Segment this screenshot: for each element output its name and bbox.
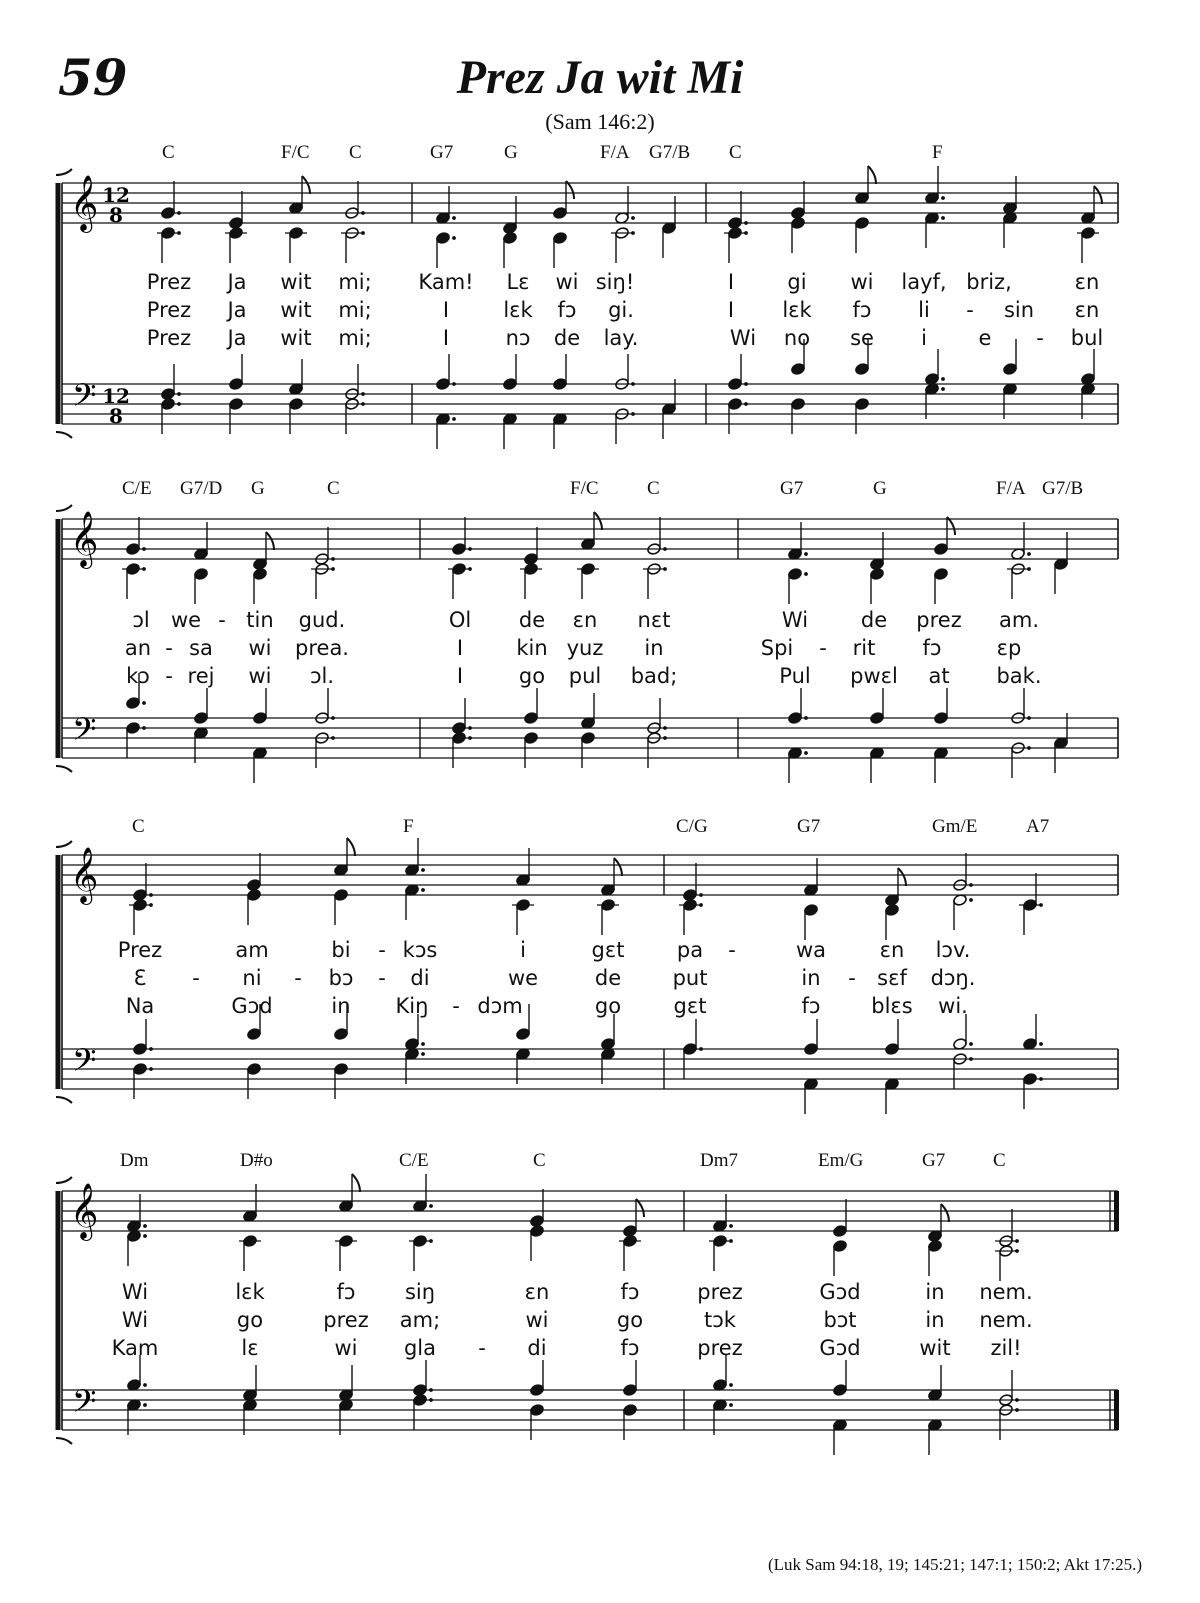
lyric-verse-3: in [331,994,351,1018]
lyric-verse-2: ɛp [996,636,1022,660]
bass-chord [855,339,870,434]
lyric-verse-2: dɔŋ. [930,966,976,990]
lyric-verse-1: siŋ! [595,270,635,294]
lyric-verse-1: wi [850,270,874,294]
lyric-verse-2: Ɛ [133,966,147,990]
notehead [855,363,870,376]
chord-symbol: A7 [1026,816,1050,837]
notehead [885,904,900,917]
notehead [928,1240,943,1253]
bass-chord [870,688,885,783]
footer-references: (Luk Sam 94:18, 19; 145:21; 147:1; 150:2; Akt 17:25.) [768,1555,1142,1574]
lyric-verse-1: ɛn [524,1280,550,1304]
chord-symbol: C/E [399,1150,429,1171]
lyric-verse-1: prez [916,608,962,632]
lyric-verse-2: go [616,1308,644,1332]
chord-symbol: G [251,478,265,499]
bass-chord [553,354,568,449]
lyric-verse-3: di [527,1336,547,1360]
lyric-verse-3: lay. [603,326,639,350]
lyric-verse-1: I [727,270,735,294]
lyric-verse-3: Ja [227,326,247,350]
lyric-verse-3: - [1036,326,1044,350]
lyric-verse-1: Prez [146,270,192,294]
treble-chord [436,186,456,268]
notehead [436,232,456,245]
lyric-verse-3: blɛs [871,994,913,1018]
bass-chord [713,1355,733,1435]
bass-chord [1011,688,1031,778]
lyric-verse-2: - [294,966,302,990]
lyric-verse-1: - [378,938,386,962]
lyric-verse-1: am. [998,608,1040,632]
lyric-verse-3: prez [697,1336,743,1360]
treble-chord [225,191,247,263]
chord-symbol: F/C [281,142,310,163]
treble-chord [503,196,518,268]
notehead [334,1028,349,1041]
lyric-verse-2: an [124,636,152,660]
lyric-verse-3: de [553,326,581,350]
notehead [1003,363,1018,376]
lyric-verse-3: lɛ [241,1336,259,1360]
lyric-verse-2: prez [323,1308,369,1332]
lyric-verse-2: - [378,966,386,990]
treble-chord [409,1174,433,1271]
bass-chord [662,379,677,439]
lyric-verse-2: gi. [608,298,634,322]
lyric-verse-2: Wi [121,1308,149,1332]
treble-chord [335,1174,360,1271]
treble-chord [934,517,955,604]
bass-chord [934,688,949,783]
lyric-verse-2: - [848,966,856,990]
lyric-verse-2: Spi [760,636,794,660]
lyric-verse-3: Na [125,994,155,1018]
treble-chord [553,181,574,268]
treble-chord [885,868,906,940]
lyric-verse-2: sɛf [877,966,907,990]
treble-chord [520,527,542,599]
lyric-verse-3: Pul [779,664,811,688]
bass-chord [885,1019,900,1114]
treble-chord [724,191,748,263]
bass-chord [334,1004,349,1099]
system-1 [56,166,1102,449]
bass-chord [788,688,808,783]
chord-symbol: C [132,816,145,837]
treble-chord [239,1184,261,1271]
lyric-verse-3: Kam [111,1336,159,1360]
bass-chord [791,339,806,434]
bass-clef-icon: 𝄢 [72,711,97,755]
lyric-verse-3: Gɔd [819,1336,861,1360]
bass-chord [253,688,268,783]
lyric-verse-2: nem. [979,1308,1033,1332]
hymn-number: 59 [58,48,128,107]
bass-chord [503,354,518,449]
bass-chord [289,359,304,434]
chord-symbol: Gm/E [932,816,978,837]
notehead [126,697,146,710]
lyric-verse-2: yuz [566,636,604,660]
lyric-verse-2: sa [189,636,213,660]
bass-chord [127,1355,147,1435]
treble-clef-icon: 𝄞 [70,511,99,567]
treble-chord [709,1194,733,1271]
treble-clef-icon: 𝄞 [70,1183,99,1239]
lyric-verse-2: lɛk [782,298,812,322]
treble-chord [512,848,534,935]
bass-clef-icon: 𝄢 [72,377,97,421]
lyric-verse-1: briz, [966,270,1012,294]
bass-chord [1054,713,1069,773]
treble-chord [662,196,677,258]
treble-chord [788,522,808,604]
lyric-verse-2: mi; [338,298,372,322]
lyric-verse-1: Wi [781,608,809,632]
chord-symbol: F [932,142,943,163]
chord-symbol: F/A [996,478,1026,499]
treble-chord [253,532,274,604]
lyric-verse-1: fɔ [336,1280,356,1304]
lyric-verse-3: Kiŋ [395,994,429,1018]
chord-symbol: C [349,142,362,163]
notehead [791,363,806,376]
notehead [553,232,568,245]
lyric-verse-3: wi [248,664,272,688]
lyric-verse-3: fɔ [620,1336,640,1360]
lyric-verse-1: mi; [338,270,372,294]
lyric-verse-1: siŋ [404,1280,436,1304]
lyric-verse-3: fɔ [801,994,821,1018]
treble-chord [1007,522,1031,599]
lyric-verse-3: gɛt [673,994,707,1018]
chord-symbol: F [403,816,414,837]
lyric-verse-2: fɔ [852,298,872,322]
notehead [194,568,209,581]
lyric-verse-2: fɔ [922,636,942,660]
lyric-verse-1: wit [280,270,312,294]
lyric-verse-3: at [928,664,950,688]
bass-chord [1003,339,1018,419]
lyric-verse-1: - [218,608,226,632]
treble-chord [311,527,335,599]
treble-clef-icon: 𝄞 [70,175,99,231]
lyric-verse-3: - [452,994,460,1018]
chord-symbol: G7/D [180,478,223,499]
lyric-verse-2: wi [248,636,272,660]
chord-symbol: D#o [240,1150,273,1171]
lyric-verse-3: wit [280,326,312,350]
lyric-verse-3: Gɔd [231,994,273,1018]
lyric-verse-2: - [192,966,200,990]
lyric-verse-1: prez [697,1280,743,1304]
treble-chord [1019,873,1043,935]
treble-chord [804,858,819,940]
chord-symbol: Dm [120,1150,149,1171]
treble-staff [62,183,1118,223]
lyric-verse-2: Prez [146,298,192,322]
treble-chord [1054,532,1069,594]
bass-chord [581,693,596,768]
treble-chord [925,166,945,248]
lyric-verse-1: Ol [448,608,472,632]
notehead [516,1028,531,1041]
lyric-verse-3: pul [568,664,602,688]
scripture-reference: (Sam 146:2) [545,109,655,134]
chord-symbol: C [533,1150,546,1171]
lyric-verse-2: de [594,966,622,990]
lyric-verse-1: Wi [121,1280,149,1304]
chord-symbol: Dm7 [700,1150,738,1171]
lyric-verse-3: wit [919,1336,951,1360]
lyric-verse-2: - [819,636,827,660]
lyric-verse-2: ni [242,966,262,990]
bass-chord [1023,1014,1043,1109]
notehead [833,1240,848,1253]
chord-symbol: F/A [600,142,630,163]
notehead [934,568,949,581]
bass-clef-icon: 𝄢 [72,1383,97,1427]
system-4 [56,1174,1119,1455]
lyric-verse-1: in [925,1280,945,1304]
bass-chord [247,1004,262,1099]
lyric-verse-2: in [644,636,664,660]
lyric-verse-3: se [850,326,874,350]
lyric-verse-1: Lɛ [506,270,530,294]
lyric-verse-1: kɔs [402,938,438,962]
treble-chord [619,1199,644,1271]
lyric-verse-2: di [410,966,430,990]
lyric-verse-3: e [978,326,992,350]
lyric-verse-1: layf, [901,270,947,294]
treble-chord [530,1189,545,1261]
chord-symbol: G [504,142,518,163]
lyric-verse-3: I [442,326,450,350]
lyric-verse-2: - [165,636,173,660]
time-signature-numerator: 12 [102,183,130,207]
lyric-verse-1: we [170,608,202,632]
notehead [247,1028,262,1041]
lyric-verse-1: wa [795,938,827,962]
treble-chord [405,838,425,920]
treble-clef-icon: 𝄞 [70,847,99,903]
lyric-verse-3: ɔl. [309,664,335,688]
lyric-verse-1: Ja [227,270,247,294]
lyric-verse-2: lɛk [503,298,533,322]
treble-chord [1003,176,1018,248]
lyric-verse-3: wi [334,1336,358,1360]
bass-staff [62,384,1118,424]
lyric-verse-2: li [918,298,930,322]
notehead [804,904,819,917]
lyric-verse-2: ɛn [1074,298,1100,322]
chord-symbol: C [162,142,175,163]
bass-clef-icon: 𝄢 [72,1042,97,1086]
treble-chord [611,186,635,263]
lyric-verse-1: - [728,938,736,962]
treble-chord [855,166,876,253]
lyric-verse-1: i [520,938,526,962]
lyric-verse-1: de [860,608,888,632]
lyric-verse-1: ɛn [879,938,905,962]
time-signature-numerator: 12 [102,384,130,408]
lyric-verse-2: fɔ [557,298,577,322]
treble-chord [334,838,355,925]
treble-chord [597,858,622,935]
lyric-verse-2: in [925,1308,945,1332]
lyric-verse-3: bak. [996,664,1042,688]
time-signature-denominator: 8 [109,203,123,227]
lyric-verse-2: kin [516,636,548,660]
chord-symbol: G7 [797,816,821,837]
notehead [788,568,808,581]
lyric-verse-2: sin [1003,298,1035,322]
bass-chord [804,1019,819,1114]
lyric-verse-1: lɔv. [935,938,971,962]
chord-symbol: C/G [676,816,708,837]
notehead [253,568,268,581]
treble-chord [679,863,703,935]
lyric-verse-2: wit [280,298,312,322]
lyric-verse-3: gla [403,1336,437,1360]
lyric-verse-1: fɔ [620,1280,640,1304]
lyric-verse-1: Kam! [418,270,474,294]
chord-symbol: C/E [122,478,152,499]
chord-symbol: C [729,142,742,163]
lyric-verse-2: - [966,298,974,322]
lyric-verse-2: prea. [295,636,349,660]
lyric-verse-3: dɔm [477,994,523,1018]
chord-symbol: Em/G [818,1150,864,1171]
treble-chord [995,1209,1019,1281]
lyric-verse-2: go [236,1308,264,1332]
lyric-verse-3: wi. [938,994,968,1018]
chord-symbol: G7 [922,1150,946,1171]
lyric-verse-2: I [727,298,735,322]
lyric-verse-1: Prez [117,938,163,962]
lyric-verse-1: am [235,938,269,962]
lyric-verse-1: bi [331,938,351,962]
lyric-verse-3: rej [187,664,215,688]
lyric-verse-1: lɛk [235,1280,265,1304]
lyric-verse-1: pa [676,938,704,962]
lyric-verse-1: ɛn [572,608,598,632]
lyric-verse-3: i [921,326,927,350]
chord-symbol: C [993,1150,1006,1171]
lyric-verse-2: I [442,298,450,322]
lyric-verse-2: bɔt [823,1308,857,1332]
treble-chord [247,853,262,925]
lyric-verse-1: gi [787,270,807,294]
treble-chord [791,181,806,253]
bass-chord [953,1014,973,1089]
lyric-verse-2: put [672,966,708,990]
lyric-verse-3: Wi [729,326,757,350]
chord-symbol: G7/B [1042,478,1084,499]
bass-chord [436,354,456,449]
lyric-verse-1: gud. [298,608,346,632]
lyric-verse-3: nɔ [505,326,531,350]
lyric-verse-1: de [518,608,546,632]
notehead [503,232,518,245]
bass-chord [833,1360,848,1455]
lyric-verse-3: go [594,994,622,1018]
lyric-verse-2: in [801,966,821,990]
chord-symbol: G7 [780,478,804,499]
chord-symbol: F/C [570,478,599,499]
treble-chord [928,1204,949,1276]
treble-chord [577,512,602,599]
lyric-verse-3: no [783,326,811,350]
lyric-verse-3: - [478,1336,486,1360]
treble-staff [62,1191,1118,1231]
treble-chord [129,863,153,935]
lyric-verse-3: bad; [630,664,678,688]
lyric-verse-3: I [456,664,464,688]
lyric-verse-2: Ja [227,298,247,322]
lyric-verse-1: wi [555,270,579,294]
lyric-verse-1: tin [246,608,274,632]
bass-staff [62,1390,1118,1430]
lyric-verse-2: bɔ [328,966,354,990]
treble-chord [870,532,885,604]
lyric-verse-3: mi; [338,326,372,350]
chord-symbol: G [873,478,887,499]
hymn-title: Prez Ja wit Mi [456,51,744,104]
treble-staff [62,519,1118,559]
lyric-verse-1: ɔl [132,608,150,632]
lyric-verse-2: rit [852,636,876,660]
lyric-verse-2: I [456,636,464,660]
lyric-verse-3: kɔ [126,664,150,688]
bass-chord [615,354,635,444]
lyric-verse-1: Gɔd [819,1280,861,1304]
notehead [870,568,885,581]
lyric-verse-3: Prez [146,326,192,350]
treble-chord [127,1194,147,1266]
treble-chord [285,176,310,263]
lyric-verse-1: gɛt [591,938,625,962]
lyric-verse-3: - [165,664,173,688]
chord-symbol: C [327,478,340,499]
lyric-verse-1: ɛn [1074,270,1100,294]
lyric-verse-2: wi [525,1308,549,1332]
lyric-verse-3: go [518,664,546,688]
bass-chord [194,688,209,763]
lyric-verse-1: nem. [979,1280,1033,1304]
lyric-verse-3: bul [1070,326,1104,350]
lyric-verse-3: pwɛl [850,664,898,688]
chord-symbol: C [647,478,660,499]
lyric-verse-2: tɔk [704,1308,736,1332]
chord-symbol: G7/B [649,142,691,163]
chord-symbol: G7 [430,142,454,163]
time-signature-denominator: 8 [109,404,123,428]
treble-chord [1077,186,1102,263]
lyric-verse-1: nɛt [637,608,671,632]
lyric-verse-3: zil! [990,1336,1022,1360]
lyric-verse-2: am; [399,1308,441,1332]
treble-chord [194,522,209,604]
lyric-verse-2: we [507,966,539,990]
